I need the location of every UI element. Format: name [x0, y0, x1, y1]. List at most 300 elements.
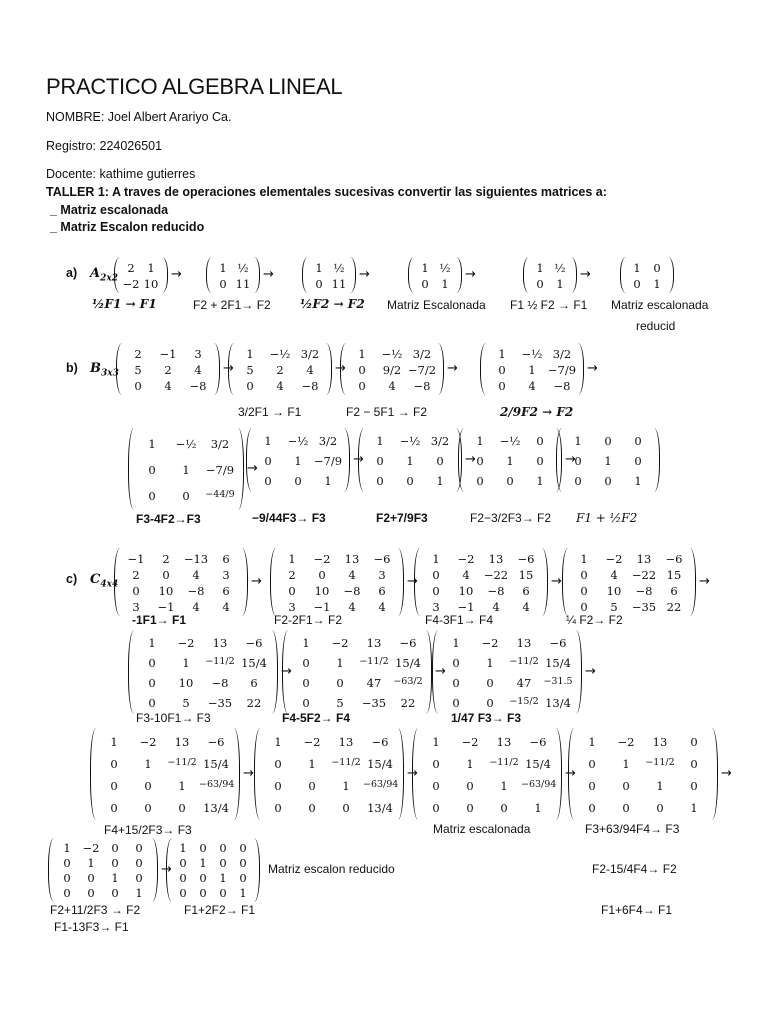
matrix-cell: −2 [303, 734, 321, 749]
matrix-cell: ½ [237, 260, 249, 275]
matrix-c-6 [282, 630, 432, 714]
matrix-cell: 6 [222, 583, 230, 598]
matrix-cell: −6 [373, 551, 391, 566]
matrix-cell: 1 [135, 886, 143, 900]
matrix-cell: 2 [162, 551, 170, 566]
matrix-b-4 [480, 343, 584, 395]
matrix-cell: 0 [574, 473, 582, 488]
matrix-cell: 0 [476, 473, 484, 488]
matrix-cell: 0 [148, 488, 156, 503]
matrix-cell: −11/2 [205, 655, 235, 667]
matrix-cell: 13 [366, 635, 382, 650]
task-item-echelon: _ Matriz escalonada [50, 203, 169, 217]
matrix-cell: 0 [452, 695, 460, 710]
matrix-bracket-left [282, 630, 288, 714]
matrix-cell: 11 [331, 276, 347, 291]
matrix-cell: 0 [622, 800, 630, 815]
op-a-3: ½F2 → F2 [300, 297, 365, 311]
matrix-cell: 3 [378, 567, 386, 582]
arrow-icon: → [580, 267, 591, 282]
matrix-cell: 1 [308, 756, 316, 771]
matrix-bracket-right [254, 257, 260, 293]
matrix-bracket-right [162, 257, 168, 293]
matrix-cell: −2 [139, 734, 157, 749]
matrix-cell: 0 [308, 778, 316, 793]
matrix-cell: 0 [318, 567, 326, 582]
matrix-cell: 0 [580, 599, 588, 614]
arrow-icon: → [251, 574, 262, 589]
matrix-cell: 0 [294, 473, 302, 488]
matrix-cell: 0 [633, 276, 641, 291]
matrix-cell: −½ [381, 346, 403, 361]
matrix-cell: 1 [441, 276, 449, 291]
matrix-cell: 1 [219, 260, 227, 275]
matrix-cell: −6 [665, 551, 683, 566]
matrix-c-11 [568, 728, 718, 820]
assignment-statement: TALLER 1: A traves de operaciones elementales sucesivas convertir las siguientes matrices a: [46, 185, 607, 199]
problem-letter-b: b) [66, 361, 78, 375]
matrix-cell: 0 [486, 675, 494, 690]
matrix-cell: 1 [63, 841, 71, 855]
matrix-cell: 15 [518, 567, 534, 582]
matrix-bracket-left [270, 548, 276, 616]
op-c-13: F2+11/2F3 → F2 [50, 903, 141, 917]
matrix-cell: 3 [194, 346, 202, 361]
matrix-cell: −11/2 [167, 756, 197, 768]
matrix-cell: 0 [376, 473, 384, 488]
matrix-cell: 0 [178, 800, 186, 815]
matrix-cell: 0 [132, 583, 140, 598]
matrix-bracket-left [114, 257, 120, 293]
matrix-cell: −1 [157, 599, 175, 614]
matrix-cell: 11 [235, 276, 251, 291]
matrix-bracket-left [523, 257, 529, 293]
matrix-cell: 0 [179, 886, 187, 900]
arrow-icon: → [435, 664, 446, 679]
matrix-cell: 0 [63, 886, 71, 900]
matrix-bracket-left [114, 548, 120, 616]
matrix-cell: 0 [144, 778, 152, 793]
matrix-cell: 0 [135, 871, 143, 885]
matrix-cell: −63/2 [393, 675, 423, 687]
matrix-a-1 [114, 257, 168, 293]
matrix-cell: 1 [604, 453, 612, 468]
matrix-cell: 0 [653, 260, 661, 275]
matrix-cell: 1 [182, 655, 190, 670]
matrix-cell: 0 [239, 841, 247, 855]
matrix-bracket-right [576, 630, 582, 714]
op-b-5: −9/44F3→ F3 [252, 511, 326, 525]
matrix-cell: 22 [666, 599, 682, 614]
op-a-4: Matriz Escalonada [387, 298, 486, 312]
matrix-cell: 1 [179, 841, 187, 855]
matrix-cell: 0 [690, 756, 698, 771]
matrix-cell: −2 [82, 841, 100, 855]
matrix-cell: 0 [500, 800, 508, 815]
matrix-cell: 1 [556, 276, 564, 291]
matrix-cell: 0 [476, 453, 484, 468]
arrow-icon: → [565, 766, 576, 781]
matrix-cell: −2 [313, 551, 331, 566]
matrix-cell: 4 [192, 599, 200, 614]
matrix-cell: 1 [580, 551, 588, 566]
matrix-b-3 [340, 343, 444, 395]
matrix-cell: 0 [580, 583, 588, 598]
matrix-cell: 13/4 [203, 800, 229, 815]
matrix-bracket-left [568, 728, 574, 820]
matrix-cell: 1 [622, 756, 630, 771]
matrix-cell: 5 [246, 362, 254, 377]
matrix-cell: 0 [111, 886, 119, 900]
matrix-cell: 22 [246, 695, 262, 710]
matrix-cell: 0 [302, 695, 310, 710]
matrix-cell: −2 [617, 734, 635, 749]
matrix-c-13 [166, 838, 260, 902]
matrix-bracket-right [214, 343, 220, 395]
matrix-cell: 1 [476, 433, 484, 448]
op-a-2: F2 + 2F1→ F2 [193, 298, 271, 312]
matrix-cell: 15/4 [545, 655, 571, 670]
matrix-cell: 0 [63, 871, 71, 885]
matrix-cell: −2 [461, 734, 479, 749]
matrix-bracket-right [712, 728, 718, 820]
matrix-cell: 1 [294, 453, 302, 468]
matrix-cell: 0 [536, 276, 544, 291]
matrix-cell: 0 [622, 778, 630, 793]
matrix-cell: ½ [333, 260, 345, 275]
matrix-c-2 [270, 548, 404, 616]
matrix-cell: 4 [388, 378, 396, 393]
op-b-4: F3-4F2→F3 [136, 512, 201, 526]
matrix-cell: −7/9 [313, 453, 343, 468]
matrix-name-b: $B_{3x3}$ [90, 361, 119, 379]
matrix-bracket-left [166, 838, 172, 902]
matrix-cell: 1 [653, 276, 661, 291]
matrix-cell: 9/2 [382, 362, 402, 377]
matrix-cell: 0 [264, 453, 272, 468]
matrix-cell: 0 [432, 756, 440, 771]
matrix-bracket-left [480, 343, 486, 395]
matrix-cell: 0 [179, 856, 187, 870]
matrix-cell: 1 [148, 635, 156, 650]
matrix-cell: −½ [521, 346, 543, 361]
matrix-cell: 1 [315, 260, 323, 275]
matrix-cell: 4 [222, 599, 230, 614]
matrix-cell: −8 [301, 378, 319, 393]
op-c-8: F4+15/2F3→ F3 [104, 823, 192, 837]
matrix-cell: −1 [457, 599, 475, 614]
matrix-cell: 0 [246, 378, 254, 393]
matrix-bracket-left [90, 728, 96, 820]
matrix-cell: 2 [276, 362, 284, 377]
matrix-cell: −63/94 [199, 778, 235, 790]
matrix-cell: 4 [522, 599, 530, 614]
matrix-bracket-left [246, 428, 252, 492]
matrix-cell: −11/2 [509, 655, 539, 667]
matrix-cell: 3/2 [300, 346, 320, 361]
arrow-icon: → [171, 267, 182, 282]
matrix-cell: 1 [324, 473, 332, 488]
matrix-cell: −22 [631, 567, 657, 582]
matrix-cell: 1 [147, 260, 155, 275]
matrix-cell: 1 [182, 462, 190, 477]
op-a-1: ½F1 → F1 [92, 297, 157, 311]
op-c-7: 1/47 F3→ F3 [451, 711, 522, 725]
matrix-cell: 13 [344, 551, 360, 566]
matrix-cell: 0 [148, 675, 156, 690]
matrix-cell: 0 [406, 473, 414, 488]
matrix-cell: 0 [239, 856, 247, 870]
matrix-cell: 5 [336, 695, 344, 710]
matrix-cell: 0 [315, 276, 323, 291]
op-b-1: 3/2F1 → F1 [238, 405, 302, 419]
matrix-bracket-left [116, 343, 122, 395]
matrix-bracket-left [620, 257, 626, 293]
matrix-cell: 0 [219, 276, 227, 291]
matrix-cell: 3 [432, 599, 440, 614]
matrix-cell: 13/4 [545, 695, 571, 710]
op-c-12: F2-15/4F4→ F2 [592, 862, 677, 876]
matrix-cell: 3/2 [210, 436, 230, 451]
arrow-icon: → [353, 452, 364, 467]
matrix-cell: 4 [462, 567, 470, 582]
matrix-bracket-right [398, 548, 404, 616]
matrix-bracket-left [206, 257, 212, 293]
matrix-b-1 [116, 343, 220, 395]
matrix-cell: 4 [306, 362, 314, 377]
matrix-cell: 0 [634, 453, 642, 468]
matrix-cell: 1 [436, 473, 444, 488]
matrix-cell: −11/2 [489, 756, 519, 768]
op-c-6: F4-5F2→ F4 [282, 711, 351, 725]
matrix-c-12 [48, 838, 158, 902]
matrix-cell: 0 [135, 841, 143, 855]
matrix-cell: 13 [496, 734, 512, 749]
matrix-cell: −½ [269, 346, 291, 361]
matrix-cell: 0 [182, 488, 190, 503]
matrix-cell: −35 [361, 695, 387, 710]
matrix-bracket-right [571, 257, 577, 293]
matrix-cell: 0 [288, 583, 296, 598]
matrix-cell: 0 [588, 778, 596, 793]
matrix-cell: 1 [432, 734, 440, 749]
matrix-cell: 13 [636, 551, 652, 566]
matrix-cell: 4 [192, 567, 200, 582]
matrix-cell: −13 [183, 551, 209, 566]
matrix-cell: 2 [132, 567, 140, 582]
matrix-cell: 0 [179, 871, 187, 885]
matrix-cell: 2 [288, 567, 296, 582]
matrix-cell: 0 [466, 778, 474, 793]
arrow-icon: → [407, 766, 418, 781]
matrix-bracket-left [48, 838, 54, 902]
matrix-cell: 6 [522, 583, 530, 598]
matrix-bracket-right [350, 257, 356, 293]
arrow-icon: → [335, 361, 346, 376]
op-c-9: Matriz escalonada [433, 822, 531, 836]
matrix-bracket-left [408, 257, 414, 293]
op-c-10: F3+63/94F4→ F3 [585, 822, 680, 836]
matrix-cell: −22 [483, 567, 509, 582]
matrix-cell: 4 [348, 599, 356, 614]
matrix-b-5 [128, 428, 244, 510]
matrix-cell: 3/2 [318, 433, 338, 448]
matrix-cell: 0 [358, 378, 366, 393]
matrix-cell: 1 [528, 362, 536, 377]
registration-number: Registro: 224026501 [46, 139, 163, 153]
matrix-cell: 0 [302, 675, 310, 690]
matrix-cell: 0 [498, 378, 506, 393]
matrix-bracket-right [152, 838, 158, 902]
matrix-cell: 0 [634, 433, 642, 448]
matrix-cell: 1 [498, 346, 506, 361]
matrix-bracket-right [654, 428, 660, 492]
arrow-icon: → [161, 862, 172, 877]
matrix-cell: 1 [466, 756, 474, 771]
matrix-cell: 10 [178, 675, 194, 690]
matrix-bracket-left [556, 428, 562, 492]
matrix-cell: 15/4 [395, 655, 421, 670]
matrix-cell: 3 [222, 567, 230, 582]
matrix-cell: 6 [222, 551, 230, 566]
matrix-cell: 0 [274, 756, 282, 771]
matrix-cell: 10 [314, 583, 330, 598]
matrix-bracket-left [432, 630, 438, 714]
matrix-cell: 1 [199, 856, 207, 870]
matrix-cell: 0 [111, 856, 119, 870]
matrix-cell: 1 [219, 871, 227, 885]
matrix-cell: 13 [488, 551, 504, 566]
matrix-bracket-right [690, 548, 696, 616]
matrix-b-6 [246, 428, 350, 492]
matrix-cell: −½ [175, 436, 197, 451]
op-c-5: F3-10F1→ F3 [136, 711, 211, 725]
matrix-cell: 0 [110, 800, 118, 815]
matrix-cell: −8 [189, 378, 207, 393]
matrix-cell: 1 [110, 734, 118, 749]
arrow-icon: → [587, 361, 598, 376]
matrix-cell: −1 [313, 599, 331, 614]
arrow-icon: → [243, 766, 254, 781]
matrix-cell: 0 [690, 734, 698, 749]
matrix-bracket-left [128, 428, 134, 510]
matrix-cell: −6 [245, 635, 263, 650]
matrix-cell: 1 [246, 346, 254, 361]
matrix-cell: −2 [605, 551, 623, 566]
arrow-icon: → [465, 267, 476, 282]
matrix-cell: 13 [516, 635, 532, 650]
op-c-1: -1F1→ F1 [132, 613, 187, 627]
matrix-cell: 0 [219, 841, 227, 855]
op-b-3: 2/9F2 → F2 [500, 405, 574, 419]
matrix-cell: −63/94 [521, 778, 557, 790]
matrix-cell: 0 [219, 886, 227, 900]
matrix-bracket-right [254, 838, 260, 902]
matrix-cell: 0 [274, 800, 282, 815]
matrix-a-3 [302, 257, 356, 293]
matrix-cell: 1 [274, 734, 282, 749]
matrix-cell: 10 [143, 276, 159, 291]
matrix-cell: 0 [134, 378, 142, 393]
matrix-cell: 3/2 [552, 346, 572, 361]
matrix-cell: 0 [421, 276, 429, 291]
matrix-cell: −35 [207, 695, 233, 710]
problem-letter-a: a) [66, 266, 78, 280]
matrix-cell: 0 [506, 473, 514, 488]
arrow-icon: → [585, 664, 596, 679]
matrix-bracket-right [238, 428, 244, 510]
matrix-cell: 0 [219, 856, 227, 870]
matrix-c-7 [432, 630, 582, 714]
arrow-icon: → [263, 267, 274, 282]
arrow-icon: → [721, 766, 732, 781]
matrix-cell: 1 [87, 856, 95, 870]
matrix-cell: 22 [400, 695, 416, 710]
op-c-14: F1+2F2→ F1 [184, 903, 256, 917]
matrix-cell: 1 [178, 778, 186, 793]
matrix-cell: −2 [481, 635, 499, 650]
op-c-4: ¼ F2→ F2 [566, 613, 623, 627]
matrix-cell: −8 [553, 378, 571, 393]
matrix-cell: 0 [111, 841, 119, 855]
op-a-6: Matriz escalonada [611, 298, 709, 312]
arrow-icon: → [447, 361, 458, 376]
matrix-cell: 3 [132, 599, 140, 614]
matrix-cell: 1 [111, 871, 119, 885]
matrix-cell: 1 [534, 800, 542, 815]
matrix-cell: 0 [452, 675, 460, 690]
matrix-cell: −6 [549, 635, 567, 650]
matrix-bracket-left [228, 343, 234, 395]
matrix-c-5 [128, 630, 278, 714]
matrix-bracket-left [340, 343, 346, 395]
matrix-c-10 [412, 728, 562, 820]
matrix-cell: −7/2 [407, 362, 437, 377]
matrix-bracket-right [438, 343, 444, 395]
matrix-cell: 0 [358, 362, 366, 377]
matrix-cell: −½ [399, 433, 421, 448]
matrix-cell: 6 [378, 583, 386, 598]
matrix-cell: 1 [506, 453, 514, 468]
matrix-name-c: $C_{4x4}$ [90, 572, 119, 590]
op-c-11: Matriz escalon reducido [268, 862, 395, 876]
matrix-cell: 0 [239, 871, 247, 885]
matrix-cell: 0 [87, 871, 95, 885]
matrix-cell: 47 [366, 675, 382, 690]
matrix-cell: −15/2 [509, 695, 539, 707]
matrix-cell: 13 [652, 734, 668, 749]
matrix-cell: 1 [302, 635, 310, 650]
arrow-icon: → [223, 361, 234, 376]
matrix-cell: 0 [199, 871, 207, 885]
matrix-cell: 0 [336, 675, 344, 690]
matrix-cell: 0 [148, 462, 156, 477]
matrix-cell: 0 [432, 583, 440, 598]
matrix-cell: −2 [457, 551, 475, 566]
arrow-icon: → [247, 461, 258, 476]
matrix-cell: 0 [536, 453, 544, 468]
matrix-cell: −6 [371, 734, 389, 749]
matrix-cell: 1 [336, 655, 344, 670]
matrix-bracket-left [414, 548, 420, 616]
matrix-cell: −11/2 [359, 655, 389, 667]
op-b-7: F2−3/2F3→ F2 [470, 511, 552, 525]
matrix-cell: 0 [376, 453, 384, 468]
matrix-cell: 0 [452, 655, 460, 670]
matrix-cell: 0 [536, 433, 544, 448]
matrix-cell: 1 [358, 346, 366, 361]
matrix-cell: 0 [588, 800, 596, 815]
